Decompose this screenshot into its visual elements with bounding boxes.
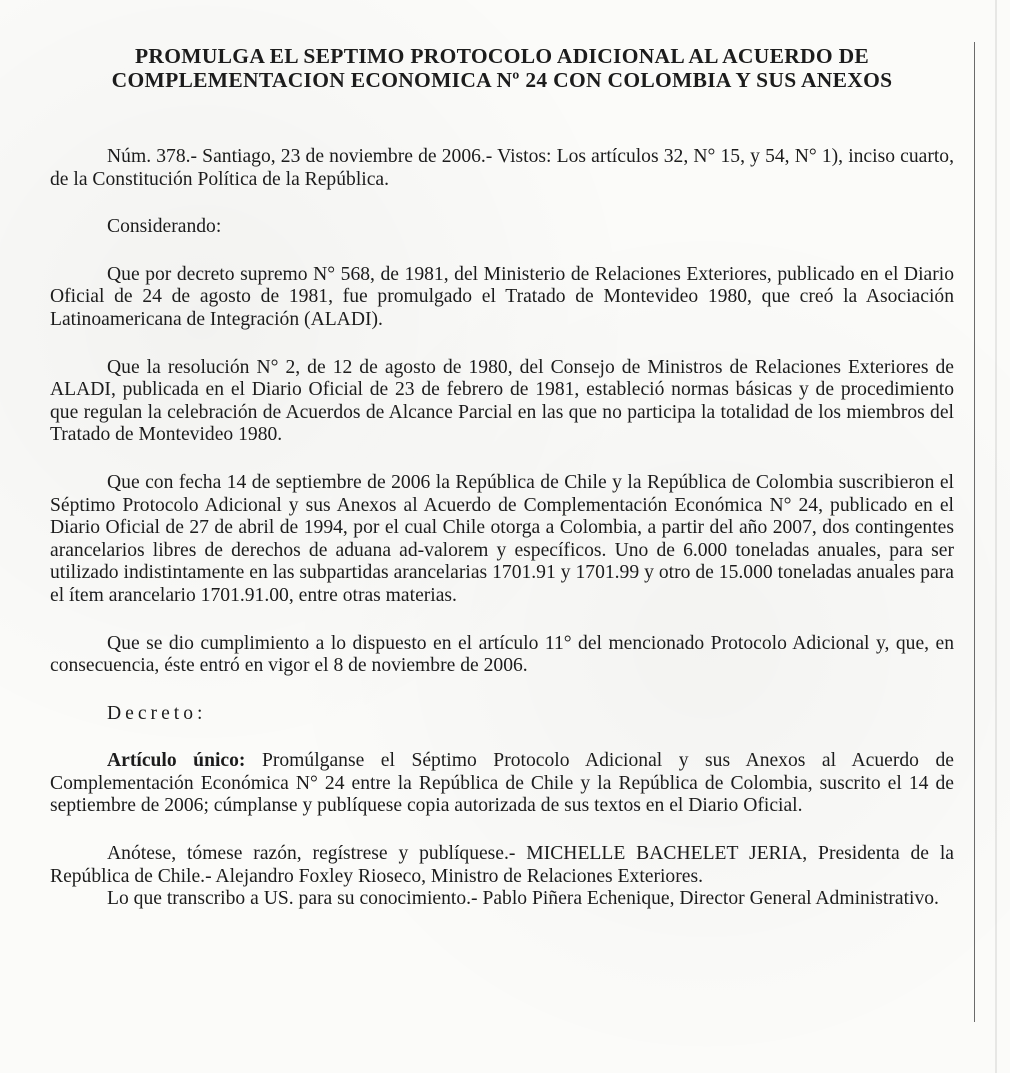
title-line-1: PROMULGA EL SEPTIMO PROTOCOLO ADICIONAL AL ACUERDO DE bbox=[134, 44, 870, 68]
paragraph-vistos: Núm. 378.- Santiago, 23 de noviembre de 2006.- Vistos: Los artículos 32, N° 15, y 54, N° 1), inciso cuarto, de la Constitución Política de la República. bbox=[50, 146, 954, 190]
paragraph-decreto-568: Que por decreto supremo N° 568, de 1981, del Ministerio de Relaciones Exteriores, publicado en el Diario Oficial de 24 de agosto de 1981, fue promulgado el Tratado de Montevideo 1980, que creó la Asociación Latinoamericana de Integración (ALADI). bbox=[50, 263, 954, 330]
scan-edge bbox=[995, 0, 997, 1073]
articulo-unico-label: Artículo único: bbox=[107, 750, 246, 772]
paragraph-articulo-unico bbox=[50, 750, 954, 818]
paragraph-considerando: Considerando: bbox=[107, 216, 222, 238]
paragraph-transcripcion: Lo que transcribo a US. para su conocimiento.- Pablo Piñera Echenique, Director General Administrativo. bbox=[107, 888, 939, 910]
paragraph-resolucion-2: Que la resolución N° 2, de 12 de agosto de 1980, del Consejo de Ministros de Relaciones Exteriores de ALADI, publicada en el Diario Oficial de 23 de febrero de 1981, estableció normas básicas y de procedimiento que regulan la celebración de Acuerdos de Alcance Parcial en las que no participa la totalidad de los miembros del Tratado de Montevideo 1980. bbox=[50, 356, 954, 446]
paragraph-cumplimiento: Que se dio cumplimiento a lo dispuesto en el artículo 11° del mencionado Protocolo Adicional y, que, en consecuencia, éste entró en vigor el 8 de noviembre de 2006. bbox=[50, 632, 954, 677]
document-body bbox=[50, 146, 954, 911]
paragraph-septimo-protocolo: Que con fecha 14 de septiembre de 2006 la República de Chile y la República de Colombia suscribieron el Séptimo Protocolo Adicional y sus Anexos al Acuerdo de Complementación Económica N° 24, publicado en el Diario Oficial de 27 de abril de 1994, por el cual Chile otorga a Colombia, a partir del año 2007, dos contingentes arancelarios libres de derechos de aduana ad-valorem y específicos. Uno de 6.000 toneladas anuales, para ser utilizado indistintamente en las subpartidas arancelarias 1701.91 y 1701.99 y otro de 15.000 toneladas anuales para el ítem arancelario 1701.91.00, entre otras materias. bbox=[50, 471, 954, 606]
document-title bbox=[50, 44, 954, 92]
column-rule bbox=[974, 42, 975, 1022]
title-line-2: COMPLEMENTACION ECONOMICA Nº 24 CON COLOMBIA Y SUS ANEXOS bbox=[111, 68, 893, 92]
paragraph-firmas: Anótese, tómese razón, regístrese y publíquese.- MICHELLE BACHELET JERIA, Presidenta de la República de Chile.- Alejandro Foxley Rioseco, Ministro de Relaciones Exteriores. bbox=[50, 843, 954, 887]
paragraph-decreto-heading: Decreto: bbox=[107, 702, 207, 724]
document-content bbox=[50, 44, 954, 911]
articulo-unico-text: Promúlganse el Séptimo Protocolo Adicional y sus Anexos al Acuerdo de Complementación Económica N° 24 entre la República de Chile y la República de Colombia, suscrito el 14 de septiembre de 2006; cúmplanse y publíquese copia autorizada de sus textos en el Diario Oficial. bbox=[50, 750, 954, 817]
